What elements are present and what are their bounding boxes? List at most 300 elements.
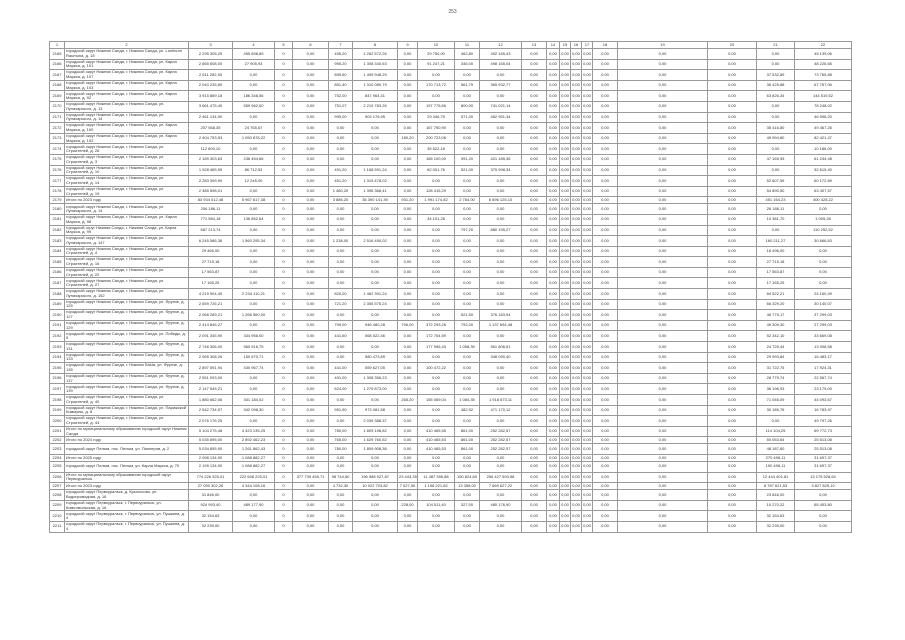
address-cell: городской округ Нижняя Салда, г. Нижняя Салда, ул. Строителей, д. 27 — [65, 278, 189, 289]
value-cell: 0,00 — [293, 133, 329, 144]
value-cell: 2 665 608,00 — [189, 59, 233, 70]
value-cell: 0,00 — [480, 461, 522, 472]
value-cell: 410 465,55 — [418, 426, 455, 437]
value-cell: 0,00 — [547, 236, 560, 247]
value-cell: 365 932,77 — [480, 80, 522, 91]
value-cell: 0,00 — [593, 204, 618, 215]
value-cell: 0,00 — [560, 299, 571, 310]
value-cell: 0 — [275, 373, 293, 384]
row-number-cell: 2198 — [50, 395, 65, 406]
value-cell: 0,00 — [353, 310, 398, 321]
row-number-cell: 2209 — [50, 500, 65, 511]
value-cell: 0,00 — [708, 257, 757, 268]
value-cell: 0,00 — [398, 225, 418, 236]
value-cell: 0,00 — [233, 278, 275, 289]
value-cell: 104 511,40 — [418, 500, 455, 511]
value-cell: 2 414 846,27 — [189, 320, 233, 331]
column-number: 6 — [293, 42, 329, 49]
value-cell: 0,00 — [480, 123, 522, 134]
value-cell: 346,00 — [455, 59, 480, 70]
value-cell: 2 199 134,90 — [189, 461, 233, 472]
value-cell: 78 248,02 — [795, 101, 852, 112]
value-cell: 0,00 — [455, 454, 480, 461]
value-cell: 2 040 235,80 — [189, 80, 233, 91]
value-cell: 0,00 — [757, 49, 795, 60]
column-number: 21 — [757, 42, 795, 49]
row-number-cell: 2191 — [50, 320, 65, 331]
value-cell: 0,00 — [618, 426, 708, 437]
value-cell: 0 — [275, 70, 293, 81]
column-number-row — [50, 42, 852, 49]
value-cell: 0,00 — [593, 454, 618, 461]
value-cell: 177 996,43 — [418, 342, 455, 353]
value-cell: 375 998,34 — [480, 165, 522, 176]
address-cell: городской округ Нижняя Салда, г. Нижняя Салда, ул. Строителей, д. 16 — [65, 257, 189, 268]
value-cell: 0,00 — [560, 101, 571, 112]
value-cell: 0 — [275, 395, 293, 406]
value-cell: 0,00 — [708, 70, 757, 81]
value-cell: 0,00 — [593, 225, 618, 236]
address-cell: городской округ Нижняя Салда, г. Нижняя Салда, ул. Луначарского, д. 14 — [65, 112, 189, 123]
value-cell: 17 165,25 — [189, 278, 233, 289]
value-cell: 0,00 — [582, 70, 593, 81]
table-row — [50, 176, 852, 187]
value-cell: 0 — [275, 521, 293, 532]
value-cell: 0,00 — [618, 483, 708, 490]
value-cell: 0,00 — [582, 112, 593, 123]
value-cell: 0,00 — [571, 490, 582, 501]
value-cell: 0,00 — [708, 444, 757, 455]
value-cell: 0,00 — [582, 289, 593, 300]
value-cell: 400 428,22 — [795, 197, 852, 204]
value-cell: 0 — [275, 133, 293, 144]
value-cell: 0,00 — [618, 236, 708, 247]
value-cell: 0,00 — [522, 342, 547, 353]
value-cell: 0,00 — [480, 363, 522, 374]
value-cell: 0,00 — [418, 236, 455, 247]
address-cell: городской округ Нижняя Салда, г. Нижняя Салда, ул. Строителей, д. 3 — [65, 154, 189, 165]
value-cell: 0,00 — [329, 154, 353, 165]
value-cell: 0,00 — [708, 483, 757, 490]
value-cell: 0,00 — [708, 123, 757, 134]
value-cell: 0,00 — [455, 384, 480, 395]
value-cell: 0,00 — [293, 461, 329, 472]
value-cell: 0,00 — [547, 342, 560, 353]
value-cell: 0,00 — [582, 154, 593, 165]
value-cell: 0,00 — [293, 123, 329, 134]
value-cell: 780,00 — [329, 426, 353, 437]
value-cell: 0,00 — [795, 511, 852, 522]
value-cell: 0,00 — [522, 437, 547, 444]
value-cell: 800,00 — [455, 101, 480, 112]
value-cell: 0,00 — [571, 186, 582, 197]
value-cell: 741 021,14 — [480, 101, 522, 112]
value-cell: 0,00 — [757, 225, 795, 236]
value-cell: 0,00 — [571, 225, 582, 236]
value-cell: 706,00 — [398, 320, 418, 331]
row-number-cell: 2204 — [50, 454, 65, 461]
value-cell: 4 219 904,40 — [189, 289, 233, 300]
value-cell: 1 261 862,43 — [233, 444, 275, 455]
value-cell: 0,00 — [593, 384, 618, 395]
value-cell: 1 396 368,41 — [353, 186, 398, 197]
row-number-cell: 2202 — [50, 437, 65, 444]
value-cell: 186 348,56 — [233, 91, 275, 102]
value-cell: 0,00 — [708, 236, 757, 247]
value-cell: 0,00 — [572, 437, 580, 443]
value-cell: 31 697,37 — [795, 461, 852, 472]
value-cell: 0 — [275, 461, 293, 472]
value-cell: 5 035 895,00 — [189, 437, 233, 444]
value-cell: 0 — [275, 416, 293, 427]
value-cell: 3 915 889,18 — [189, 91, 233, 102]
value-cell: 0,00 — [560, 342, 571, 353]
value-cell: 0,00 — [571, 384, 582, 395]
value-cell: 559 627,05 — [353, 363, 398, 374]
value-cell: 0,00 — [560, 444, 571, 455]
value-cell: 0,00 — [571, 331, 582, 342]
value-cell: 0,00 — [547, 384, 560, 395]
value-cell: 0,00 — [398, 454, 418, 461]
value-cell: 0,00 — [547, 49, 560, 60]
value-cell: 0,00 — [418, 511, 455, 522]
value-cell: 12 245,00 — [233, 176, 275, 187]
row-number-cell: 2169 — [50, 91, 65, 102]
value-cell: 0,00 — [293, 225, 329, 236]
column-number: 12 — [480, 42, 522, 49]
value-cell: 0,00 — [561, 437, 569, 443]
value-cell: 559 962,00 — [233, 101, 275, 112]
value-cell: 0,00 — [547, 416, 560, 427]
value-cell: 0,00 — [418, 257, 455, 268]
value-cell: 0,00 — [618, 299, 708, 310]
value-cell: 0,00 — [398, 405, 418, 416]
value-cell: 0,00 — [618, 154, 708, 165]
value-cell: 0,00 — [618, 490, 708, 501]
value-cell: 0 — [275, 384, 293, 395]
table-row — [50, 426, 852, 437]
value-cell: 1 088 882,27 — [233, 461, 275, 472]
value-cell: 0,00 — [547, 444, 560, 455]
value-cell: 0 — [275, 500, 293, 511]
value-cell: 33 669,08 — [795, 331, 852, 342]
value-cell: 0,00 — [455, 236, 480, 247]
value-cell: 0,00 — [233, 225, 275, 236]
table-row — [50, 472, 852, 483]
value-cell: 6 245 586,36 — [189, 236, 233, 247]
value-cell: 376 183,94 — [480, 310, 522, 321]
value-cell: 34 101,28 — [418, 214, 455, 225]
value-cell: 0,00 — [561, 482, 569, 488]
value-cell: 0,00 — [418, 384, 455, 395]
value-cell: 0,00 — [582, 416, 593, 427]
value-cell: 0,00 — [560, 144, 571, 155]
value-cell: 0,00 — [593, 472, 618, 483]
value-cell: 2 461 134,90 — [189, 112, 233, 123]
value-cell: 0,00 — [560, 59, 571, 70]
value-cell: 0,00 — [593, 310, 618, 321]
value-cell: 0,00 — [547, 91, 560, 102]
value-cell: 0,00 — [522, 267, 547, 278]
value-cell: 10 381,70 — [757, 214, 795, 225]
value-cell: 0,00 — [293, 483, 329, 490]
value-cell: 0,00 — [571, 395, 582, 406]
value-cell: 0,00 — [293, 101, 329, 112]
value-cell: 0,00 — [522, 214, 547, 225]
value-cell: 2 385 598,01 — [189, 186, 233, 197]
value-cell: 0,00 — [455, 352, 480, 363]
value-cell: 0 — [275, 197, 293, 204]
value-cell: 0,00 — [560, 373, 571, 384]
value-cell: 0,00 — [560, 267, 571, 278]
value-cell: 995,20 — [329, 59, 353, 70]
value-cell: 995,00 — [329, 112, 353, 123]
value-cell: 0,00 — [480, 289, 522, 300]
value-cell: 17 165,25 — [757, 278, 795, 289]
value-cell: 0,00 — [455, 373, 480, 384]
value-cell: 0,00 — [293, 342, 329, 353]
value-cell: 48 187,60 — [757, 444, 795, 455]
value-cell: 498 165,04 — [480, 59, 522, 70]
value-cell: 0,00 — [708, 310, 757, 321]
value-cell: 0,00 — [708, 197, 757, 204]
value-cell: 0,00 — [582, 91, 593, 102]
value-cell: 0,00 — [233, 257, 275, 268]
value-cell: 0,00 — [293, 112, 329, 123]
table-row — [50, 454, 852, 461]
value-cell: 0,00 — [582, 278, 593, 289]
value-cell: 0,00 — [522, 49, 547, 60]
value-cell: 0,00 — [795, 490, 852, 501]
value-cell: 0,00 — [708, 395, 757, 406]
value-cell: 0,00 — [593, 70, 618, 81]
value-cell: 0,00 — [547, 511, 560, 522]
value-cell: 52 615,40 — [795, 165, 852, 176]
value-cell: 430 967,74 — [233, 363, 275, 374]
value-cell: 0,00 — [560, 405, 571, 416]
value-cell: 0,00 — [522, 59, 547, 70]
value-cell: 44 093,67 — [795, 395, 852, 406]
value-cell: 54 890,50 — [757, 186, 795, 197]
value-cell: 46 598,20 — [795, 112, 852, 123]
value-cell: 0,00 — [522, 426, 547, 437]
value-cell: 0 — [275, 278, 293, 289]
table-row — [50, 267, 852, 278]
address-cell: городской округ Нижняя Салда, г. Нижняя Салда, ул. Луначарского, д. 14 — [65, 204, 189, 215]
value-cell: 136 852,64 — [233, 214, 275, 225]
value-cell: 29 750,00 — [418, 49, 455, 60]
column-number: 16 — [571, 42, 582, 49]
value-cell: 0 — [275, 472, 293, 483]
value-cell: 0,00 — [593, 91, 618, 102]
table-row — [50, 278, 852, 289]
value-cell: 13 358,00 — [455, 483, 480, 490]
column-number: 20 — [708, 42, 757, 49]
value-cell: 0,00 — [329, 278, 353, 289]
value-cell: 0,00 — [547, 521, 560, 532]
value-cell: 0,00 — [582, 246, 593, 257]
value-cell: 4 344 108,16 — [233, 483, 275, 490]
value-cell: 0,00 — [582, 310, 593, 321]
value-cell: 0,00 — [560, 80, 571, 91]
value-cell: 0,00 — [593, 165, 618, 176]
address-cell: городской округ Первоуральск, г. Первоуральск, ул. Пушкина, д. 4 — [65, 511, 189, 522]
value-cell: 0,00 — [329, 416, 353, 427]
value-cell: 0,00 — [522, 444, 547, 455]
value-cell: 489 177,90 — [233, 500, 275, 511]
value-cell: 0,00 — [418, 225, 455, 236]
column-number: 11 — [455, 42, 480, 49]
value-cell: 0,00 — [418, 91, 455, 102]
value-cell: 951,90 — [329, 405, 353, 416]
value-cell: 0,00 — [572, 482, 580, 488]
address-cell: городской округ Нижняя Салда, г. Нижняя Салда, ул. Строителей, д. 4 — [65, 246, 189, 257]
value-cell: 0,00 — [583, 437, 591, 443]
value-cell: 771 584,18 — [189, 214, 233, 225]
value-cell: 0,00 — [398, 204, 418, 215]
table-row — [50, 352, 852, 363]
value-cell: 0,00 — [561, 197, 569, 203]
address-cell: городской округ Нижняя Салда, г. Нижняя Салда, ул. Карла Маркса, д. 107 — [65, 70, 189, 81]
value-cell: 0,00 — [547, 426, 560, 437]
value-cell: 0,00 — [708, 59, 757, 70]
value-cell: 0,00 — [329, 257, 353, 268]
value-cell: 1 308 340,63 — [353, 59, 398, 70]
value-cell: 0,00 — [522, 454, 547, 461]
value-cell: 0,00 — [293, 299, 329, 310]
value-cell: 0,00 — [522, 204, 547, 215]
value-cell: 0,00 — [582, 511, 593, 522]
value-cell: 0,00 — [233, 80, 275, 91]
value-cell: 0,00 — [455, 289, 480, 300]
value-cell: 0 — [275, 101, 293, 112]
value-cell: 0,00 — [708, 112, 757, 123]
value-cell: 0,00 — [593, 405, 618, 416]
row-number-cell: 2193 — [50, 342, 65, 353]
value-cell: 0,00 — [398, 363, 418, 374]
value-cell: 0,00 — [582, 521, 593, 532]
address-cell: Итого по 2023 году — [65, 197, 189, 204]
value-cell: 0,00 — [795, 246, 852, 257]
value-cell: 0 — [275, 342, 293, 353]
value-cell: 112 800,10 — [189, 144, 233, 155]
value-cell: 29 993,84 — [757, 352, 795, 363]
value-cell: 0,00 — [398, 490, 418, 501]
value-cell: 0,00 — [398, 461, 418, 472]
value-cell: 0,00 — [547, 154, 560, 165]
value-cell: 0,00 — [293, 176, 329, 187]
value-cell: 0,00 — [708, 299, 757, 310]
value-cell: 480 176,90 — [480, 500, 522, 511]
column-number: 10 — [418, 42, 455, 49]
value-cell: 0,00 — [582, 267, 593, 278]
value-cell: 0,00 — [618, 444, 708, 455]
value-cell: 0,00 — [593, 299, 618, 310]
value-cell: 0,00 — [593, 511, 618, 522]
value-cell: 462,80 — [455, 49, 480, 60]
value-cell: 2 355 575,24 — [353, 299, 398, 310]
value-cell: 0,00 — [618, 144, 708, 155]
value-cell: 0,00 — [560, 320, 571, 331]
value-cell: 31 722,75 — [757, 363, 795, 374]
value-cell: 1 629 760,52 — [353, 437, 398, 444]
address-cell: городской округ Первоуральск, г. Первоуральск, ул. Пушкина, д. 4 — [65, 521, 189, 532]
table-row — [50, 204, 852, 215]
value-cell: 0,00 — [618, 511, 708, 522]
value-cell: 0,00 — [582, 186, 593, 197]
value-cell: 2 219 783,26 — [353, 101, 398, 112]
row-number-cell: 2178 — [50, 186, 65, 197]
value-cell: 0,00 — [418, 490, 455, 501]
value-cell: 0,00 — [480, 176, 522, 187]
address-cell: Итого по муниципальному образованию городской округ Первоуральск — [65, 472, 189, 483]
table-row — [50, 70, 852, 81]
value-cell: 32 154,63 — [757, 511, 795, 522]
value-cell: 0,00 — [560, 49, 571, 60]
value-cell: 0,00 — [353, 204, 398, 215]
value-cell: 0,00 — [708, 267, 757, 278]
value-cell: 49 309,30 — [757, 320, 795, 331]
value-cell: 0,00 — [593, 80, 618, 91]
value-cell: 0,00 — [708, 186, 757, 197]
value-cell: 924 993,40 — [189, 500, 233, 511]
address-cell: городской округ Нижняя Салда, г. Нижняя Салда, ул. Строителей, д. 44 — [65, 416, 189, 427]
row-number-cell: 2187 — [50, 278, 65, 289]
value-cell: 0,00 — [571, 91, 582, 102]
value-cell: 0,00 — [560, 511, 571, 522]
value-cell: 0,00 — [522, 91, 547, 102]
value-cell: 0,00 — [293, 363, 329, 374]
value-cell: 482,52 — [455, 405, 480, 416]
value-cell: 1 809 198,82 — [353, 426, 398, 437]
value-cell: 0,00 — [708, 204, 757, 215]
value-cell: 23 179,00 — [795, 384, 852, 395]
value-cell: 0,00 — [593, 49, 618, 60]
value-cell: 0,00 — [547, 214, 560, 225]
value-cell: 0,00 — [708, 289, 757, 300]
column-number: 7 — [329, 42, 353, 49]
value-cell: 0,00 — [293, 416, 329, 427]
value-cell: 170 713,72 — [418, 80, 455, 91]
value-cell: 0,00 — [560, 133, 571, 144]
row-number-cell: 2175 — [50, 154, 65, 165]
value-cell: 0,00 — [593, 214, 618, 225]
value-cell: 0,00 — [708, 342, 757, 353]
value-cell: 0,00 — [293, 373, 329, 384]
value-cell: 0,00 — [522, 373, 547, 384]
value-cell: 0,00 — [618, 70, 708, 81]
value-cell: 270 498,11 — [757, 454, 795, 461]
value-cell: 0,00 — [560, 490, 571, 501]
value-cell: 0,00 — [583, 454, 591, 460]
value-cell: 0,00 — [582, 80, 593, 91]
table-row — [50, 384, 852, 395]
value-cell: 0 — [275, 80, 293, 91]
value-cell: 10 022 703,82 — [353, 483, 398, 490]
address-cell: городской округ Нижняя Салда, г. Нижняя Салда, ул. Парижской Коммуны, д. 8 — [65, 405, 189, 416]
address-cell: городской округ Нижняя Салда, г. Нижняя Салда, ул. Luminum Raumuna, д. 18 — [65, 49, 189, 60]
value-cell: 0,00 — [329, 204, 353, 215]
value-cell: 0,00 — [353, 278, 398, 289]
value-cell: 377 739 455,71 — [293, 472, 329, 483]
address-cell: городской округ Пелым, пос. Пелым, ул. Пионеров, д. 2 — [65, 444, 189, 455]
value-cell: 2 542 734,97 — [189, 405, 233, 416]
value-cell: 0,00 — [560, 257, 571, 268]
value-cell: 0,00 — [418, 416, 455, 427]
value-cell: 441,00 — [329, 363, 353, 374]
value-cell: 1 560 295,34 — [233, 236, 275, 247]
value-cell: 491,20 — [329, 165, 353, 176]
